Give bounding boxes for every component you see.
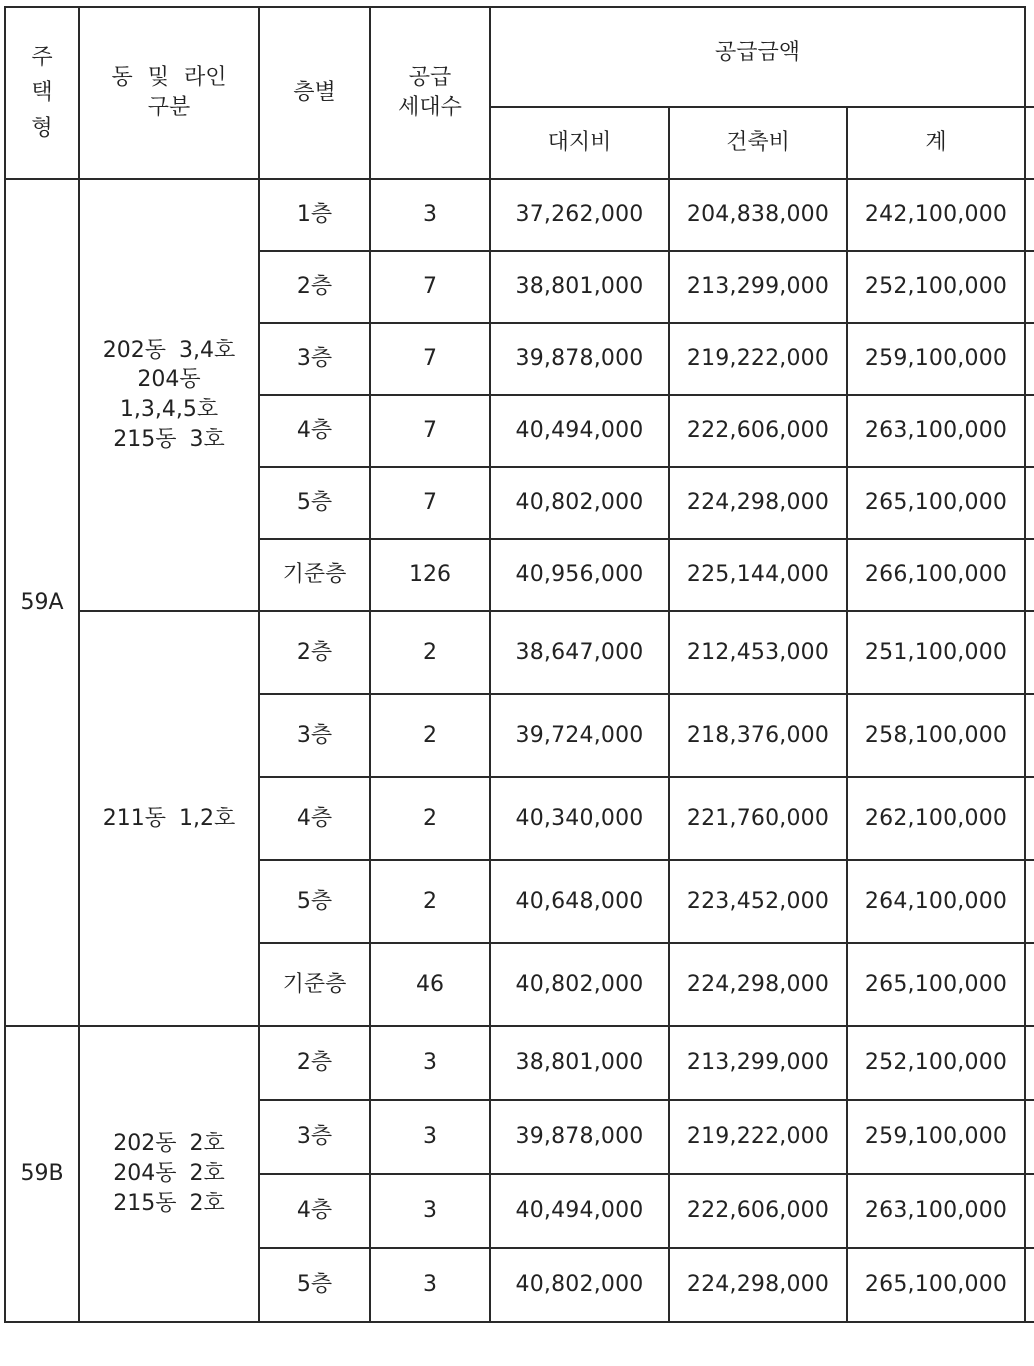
supply-units-cell: 2 xyxy=(370,694,490,777)
building-cost-cell: 218,376,000 xyxy=(669,694,847,777)
land-cost-cell: 40,802,000 xyxy=(490,1248,669,1322)
floor-cell: 기준층 xyxy=(259,943,370,1026)
supply-units-cell: 3 xyxy=(370,1174,490,1248)
building-cost-cell: 212,453,000 xyxy=(669,611,847,694)
truncated-column-cell xyxy=(1025,1174,1034,1248)
truncated-column-cell xyxy=(1025,611,1034,694)
total-cell: 251,100,000 xyxy=(847,611,1025,694)
supply-units-cell: 3 xyxy=(370,1100,490,1174)
truncated-column-cell xyxy=(1025,1248,1034,1322)
total-cell: 259,100,000 xyxy=(847,1100,1025,1174)
floor-cell: 2층 xyxy=(259,611,370,694)
truncated-column-cell xyxy=(1025,1026,1034,1100)
supply-price-table-container xyxy=(4,6,1034,1323)
building-cost-cell: 213,299,000 xyxy=(669,251,847,323)
header-supply-units-text: 세대수 xyxy=(398,95,462,120)
truncated-column-cell xyxy=(1025,179,1034,251)
dong-line-cell xyxy=(79,179,259,611)
floor-cell: 4층 xyxy=(259,777,370,860)
dong-line-text: 211동 1,2호 xyxy=(102,805,236,831)
housing-type-cell: 59B xyxy=(5,1026,79,1322)
land-cost-cell: 38,801,000 xyxy=(490,251,669,323)
total-cell: 258,100,000 xyxy=(847,694,1025,777)
dong-line-text: 204동 2호 xyxy=(113,1161,225,1187)
land-cost-cell: 40,802,000 xyxy=(490,467,669,539)
truncated-column-cell xyxy=(1025,943,1034,1026)
supply-units-cell: 3 xyxy=(370,1248,490,1322)
land-cost-cell: 37,262,000 xyxy=(490,179,669,251)
building-cost-cell: 221,760,000 xyxy=(669,777,847,860)
land-cost-cell: 40,802,000 xyxy=(490,943,669,1026)
land-cost-cell: 38,647,000 xyxy=(490,611,669,694)
total-cell: 265,100,000 xyxy=(847,943,1025,1026)
land-cost-cell: 38,801,000 xyxy=(490,1026,669,1100)
floor-cell: 1층 xyxy=(259,179,370,251)
header-dong-line-text: 구분 xyxy=(147,95,191,120)
building-cost-cell: 224,298,000 xyxy=(669,467,847,539)
supply-units-cell: 7 xyxy=(370,467,490,539)
supply-price-table xyxy=(4,6,1034,1323)
dong-line-text: 204동 xyxy=(137,367,201,393)
header-housing-type-char: 주 xyxy=(31,45,53,71)
dong-line-text: 215동 2호 xyxy=(113,1190,225,1216)
header-total: 계 xyxy=(847,107,1025,179)
truncated-column-cell xyxy=(1025,107,1034,179)
building-cost-cell: 225,144,000 xyxy=(669,539,847,611)
supply-units-cell: 3 xyxy=(370,1026,490,1100)
building-cost-cell: 219,222,000 xyxy=(669,1100,847,1174)
header-dong-line xyxy=(79,7,259,179)
supply-units-cell: 3 xyxy=(370,179,490,251)
truncated-column-cell xyxy=(1025,323,1034,395)
total-cell: 259,100,000 xyxy=(847,323,1025,395)
header-housing-type xyxy=(5,7,79,179)
building-cost-cell: 224,298,000 xyxy=(669,1248,847,1322)
land-cost-cell: 40,340,000 xyxy=(490,777,669,860)
building-cost-cell: 222,606,000 xyxy=(669,395,847,467)
supply-units-cell: 2 xyxy=(370,611,490,694)
supply-units-cell: 7 xyxy=(370,251,490,323)
header-dong-line-text: 동 및 라인 xyxy=(111,65,227,91)
dong-line-text: 202동 3,4호 xyxy=(102,337,236,363)
dong-line-text: 1,3,4,5호 xyxy=(119,397,219,422)
truncated-column-cell xyxy=(1025,860,1034,943)
total-cell: 252,100,000 xyxy=(847,1026,1025,1100)
floor-cell: 5층 xyxy=(259,467,370,539)
building-cost-cell: 204,838,000 xyxy=(669,179,847,251)
total-cell: 263,100,000 xyxy=(847,1174,1025,1248)
land-cost-cell: 40,494,000 xyxy=(490,395,669,467)
building-cost-cell: 222,606,000 xyxy=(669,1174,847,1248)
supply-units-cell: 7 xyxy=(370,323,490,395)
table-row xyxy=(5,611,1034,694)
land-cost-cell: 40,648,000 xyxy=(490,860,669,943)
supply-units-cell: 2 xyxy=(370,777,490,860)
building-cost-cell: 219,222,000 xyxy=(669,323,847,395)
table-body xyxy=(5,7,1034,1322)
supply-units-cell: 46 xyxy=(370,943,490,1026)
supply-units-cell: 126 xyxy=(370,539,490,611)
table-row xyxy=(5,179,1034,251)
building-cost-cell: 224,298,000 xyxy=(669,943,847,1026)
floor-cell: 2층 xyxy=(259,1026,370,1100)
dong-line-cell xyxy=(79,611,259,1026)
header-building-cost: 건축비 xyxy=(669,107,847,179)
supply-units-cell: 7 xyxy=(370,395,490,467)
truncated-column-cell xyxy=(1025,7,1034,107)
total-cell: 266,100,000 xyxy=(847,539,1025,611)
building-cost-cell: 213,299,000 xyxy=(669,1026,847,1100)
dong-line-text: 202동 2호 xyxy=(113,1131,225,1157)
header-land-cost: 대지비 xyxy=(490,107,669,179)
floor-cell: 기준층 xyxy=(259,539,370,611)
header-row-1 xyxy=(5,7,1034,107)
truncated-column-cell xyxy=(1025,395,1034,467)
land-cost-cell: 40,494,000 xyxy=(490,1174,669,1248)
building-cost-cell: 223,452,000 xyxy=(669,860,847,943)
total-cell: 262,100,000 xyxy=(847,777,1025,860)
total-cell: 252,100,000 xyxy=(847,251,1025,323)
land-cost-cell: 39,724,000 xyxy=(490,694,669,777)
total-cell: 263,100,000 xyxy=(847,395,1025,467)
header-housing-type-char: 택 xyxy=(31,80,53,106)
supply-units-cell: 2 xyxy=(370,860,490,943)
header-housing-type-char: 형 xyxy=(31,115,53,141)
floor-cell: 3층 xyxy=(259,694,370,777)
truncated-column-cell xyxy=(1025,539,1034,611)
header-supply-amount: 공급금액 xyxy=(490,7,1025,107)
truncated-column-cell xyxy=(1025,1100,1034,1174)
truncated-column-cell xyxy=(1025,251,1034,323)
header-supply-units-text: 공급 xyxy=(408,65,452,91)
dong-line-text: 215동 3호 xyxy=(113,426,225,452)
floor-cell: 2층 xyxy=(259,251,370,323)
floor-cell: 4층 xyxy=(259,395,370,467)
floor-cell: 5층 xyxy=(259,860,370,943)
housing-type-cell: 59A xyxy=(5,179,79,1026)
floor-cell: 3층 xyxy=(259,323,370,395)
floor-cell: 4층 xyxy=(259,1174,370,1248)
land-cost-cell: 39,878,000 xyxy=(490,323,669,395)
total-cell: 242,100,000 xyxy=(847,179,1025,251)
total-cell: 265,100,000 xyxy=(847,467,1025,539)
floor-cell: 3층 xyxy=(259,1100,370,1174)
truncated-column-cell xyxy=(1025,467,1034,539)
total-cell: 265,100,000 xyxy=(847,1248,1025,1322)
land-cost-cell: 40,956,000 xyxy=(490,539,669,611)
header-supply-units xyxy=(370,7,490,179)
dong-line-cell xyxy=(79,1026,259,1322)
land-cost-cell: 39,878,000 xyxy=(490,1100,669,1174)
total-cell: 264,100,000 xyxy=(847,860,1025,943)
table-row xyxy=(5,1026,1034,1100)
truncated-column-cell xyxy=(1025,694,1034,777)
floor-cell: 5층 xyxy=(259,1248,370,1322)
header-floor: 층별 xyxy=(259,7,370,179)
truncated-column-cell xyxy=(1025,777,1034,860)
